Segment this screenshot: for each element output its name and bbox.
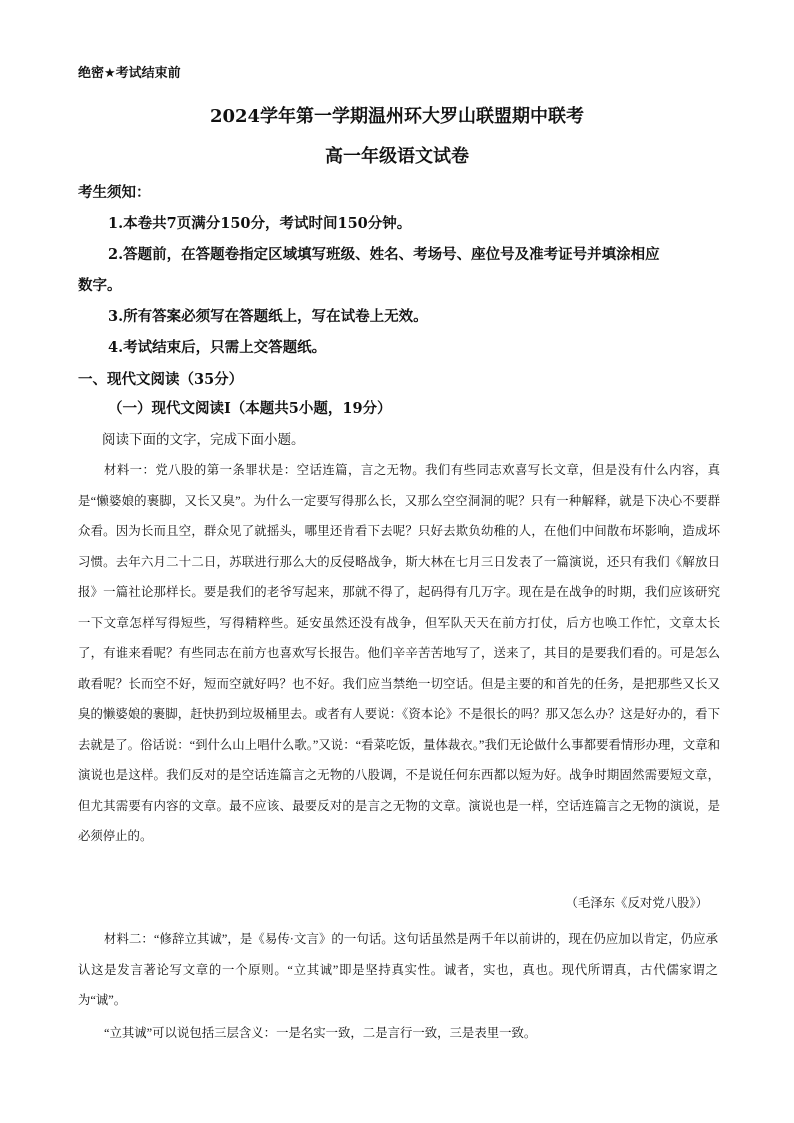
secret-mark: 绝密★考试结束前 — [78, 66, 181, 81]
notice-item: 4.考试结束后，只需上交答题纸。 — [108, 339, 327, 356]
reading-instruction: 阅读下面的文字，完成下面小题。 — [102, 432, 305, 448]
notice-item: 3.所有答案必须写在答题纸上，写在试卷上无效。 — [108, 308, 428, 325]
material-one-text: 材料一：党八股的第一条罪状是：空话连篇，言之无物。我们有些同志欢喜写长文章，但是没有什么内容，真是“懒婆娘的裹脚，又长又臭”。为什么一定要写得那么长，又那么空空洞洞的呢？只有一种解释，就是下决心不要群众看。因为长而且空，群众见了就摇头，哪里还肯看下去呢？只好去欺负幼稚的人，在他们中间散布坏影响，造成坏习惯。去年六月二十二日，苏联进行那么大的反侵略战争，斯大林在七月三日发表了一篇演说，还只有我们《解放日报》一篇社论那样长。要是我们的老爷写起来，那就不得了，起码得有几万字。现在是在战争的时期，我们应该研究一下文章怎样写得短些，写得精粹些。延安虽然还没有战争，但军队天天在前方打仗，后方也唤工作忙，文章太长了，有谁来看呢？有些同志在前方也喜欢写长报告。他们辛辛苦苦地写了，送来了，其目的是要我们看的。可是怎么敢看呢？长而空不好，短而空就好吗？也不好。我们应当禁绝一切空话。但是主要的和首先的任务，是把那些又长又臭的懒婆娘的裹脚，赶快扔到垃圾桶里去。或者有人要说：《资本论》不是很长的吗？那又怎么办？这是好办的，看下去就是了。俗话说：“到什么山上唱什么歌。”又说：“看菜吃饭，量体裁衣。”我们无论做什么事都要看情形办理，文章和演说也是这样。我们反对的是空话连篇言之无物的八股调，不是说任何东西都以短为好。战争时期固然需要短文章，但尤其需要有内容的文章。最不应该、最要反对的是言之无物的文章。演说也是一样，空话连篇言之无物的演说，是必须停止的。 — [78, 463, 720, 843]
material-one-source: （毛泽东《反对党八股》） — [565, 896, 708, 910]
notice-item: 2.答题前，在答题卷指定区域填写班级、姓名、考场号、座位号及准考证号并填涂相应 — [108, 246, 660, 263]
exam-title: 2024学年第一学期温州环大罗山联盟期中联考 — [209, 106, 585, 127]
subsection-heading: （一）现代文阅读Ⅰ（本题共5小题，19分） — [108, 400, 392, 417]
exam-subtitle: 高一年级语文试卷 — [325, 146, 469, 167]
notice-heading: 考生须知： — [78, 184, 151, 201]
notice-item-continued: 数字。 — [78, 277, 122, 294]
notice-item: 1.本卷共7页满分150分，考试时间150分钟。 — [108, 215, 412, 232]
material-two-next-line: “立其诚”可以说包括三层含义：一是名实一致，二是言行一致，三是表里一致。 — [104, 1026, 537, 1040]
material-two-text: 材料二：“修辞立其诚”，是《易传·文言》的一句话。这句话虽然是两千年以前讲的，现在仍应加以肯定，仍应承认这是发言著论写文章的一个原则。“立其诚”即是坚持真实性。诚者，实也，真也。现代所谓真，古代儒家谓之为“诚”。 — [78, 932, 718, 1007]
section-heading: 一、现代文阅读（35分） — [78, 371, 244, 388]
